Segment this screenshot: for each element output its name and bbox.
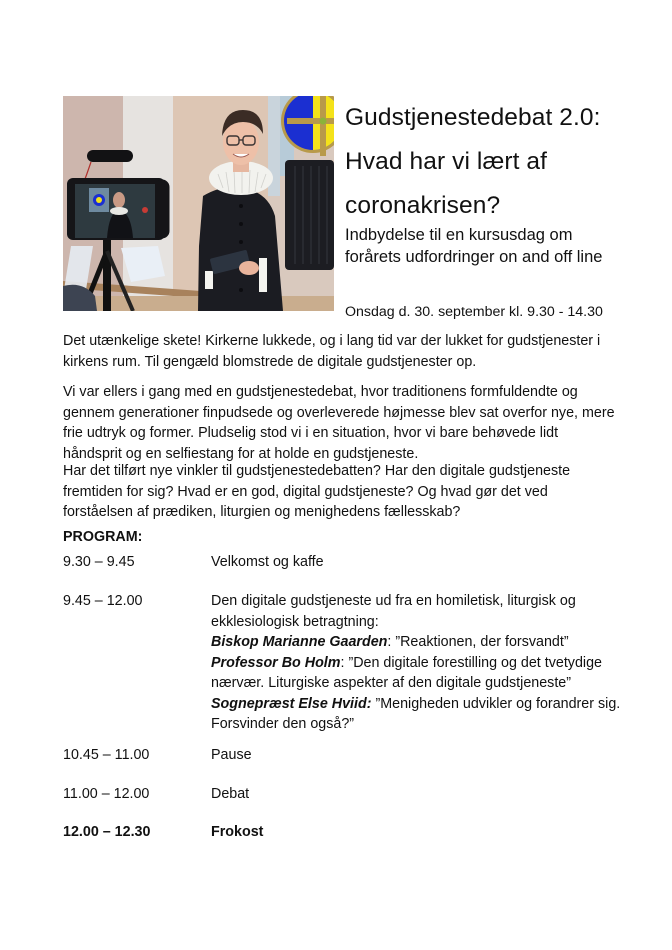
program-desc: Den digitale gudstjeneste ud fra en homiletisk, liturgisk og ekklesiologisk betragtning: [211,593,576,630]
program-time: 9.30 – 9.45 [63,554,135,570]
program-desc: Velkomst og kaffe [211,554,324,570]
program-time: 9.45 – 12.00 [63,593,143,609]
program-time: 10.45 – 11.00 [63,747,150,763]
talk-title: ”Den digitale forestilling og det tvetydige nærvær. Liturgiske aspekter af den digitale gudstjeneste” [211,654,602,691]
subtitle: Indbydelse til en kursusdag om forårets udfordringer on and off line [345,226,603,266]
speaker-name: Sognepræst Else Hviid: [211,695,372,712]
title-line-3: coronakrisen? [345,192,501,219]
page-title [345,96,645,228]
priest-with-camera-illustration [63,96,334,311]
speaker-sep: : [387,634,396,650]
title-line-1: Gudstjenestedebat 2.0: [345,104,601,131]
speaker-entry [211,653,621,694]
event-photo [63,96,334,311]
program-desc-block [211,591,621,735]
speaker-name: Biskop Marianne Gaarden [211,634,388,650]
speaker-entry [211,694,621,735]
intro-paragraph-3: Har det tilført nye vinkler til gudstjenestedebatten? Har den digitale gudstjeneste fremtiden for sig? Hvad er en god, digital gudstjeneste? Og hvad gør det ved forståelsen af prædiken, liturgien og menighedens fællesskab? [63,463,571,520]
program-desc: Frokost [211,824,264,840]
program-time: 12.00 – 12.30 [63,824,151,840]
event-date: Onsdag d. 30. september kl. 9.30 - 14.30 [345,304,603,320]
program-heading: PROGRAM: [63,529,143,545]
speaker-name: Professor Bo Holm [211,654,341,671]
program-desc: Pause [211,747,252,763]
program-desc: Debat [211,786,250,802]
speaker-sep: : [340,654,349,671]
speaker-entry [211,632,621,653]
intro-paragraph-1: Det utænkelige skete! Kirkerne lukkede, og i lang tid var der lukket for gudstjenester i kirkens rum. Til gengæld blomstrede de digitale gudstjenester op. [63,333,601,370]
talk-title: ”Menigheden udvikler og forandrer sig. Forsvinder den også?” [211,695,621,732]
intro-paragraph-2: Vi var ellers i gang med en gudstjenestedebat, hvor traditionens formfuldendte og gennem generationer finpudsede og overleverede højmesse blev sat overfor nye, mere frie udtryk og former. Pludselig stod vi i en situation, hvor vi bare behøvede lidt håndsprit og en selfiestang for at holde en gudstjeneste. [63,384,615,462]
talk-title: ”Reaktionen, der forsvandt” [395,634,569,650]
title-line-2: Hvad har vi lært af [345,148,548,175]
program-time: 11.00 – 12.00 [63,786,150,802]
